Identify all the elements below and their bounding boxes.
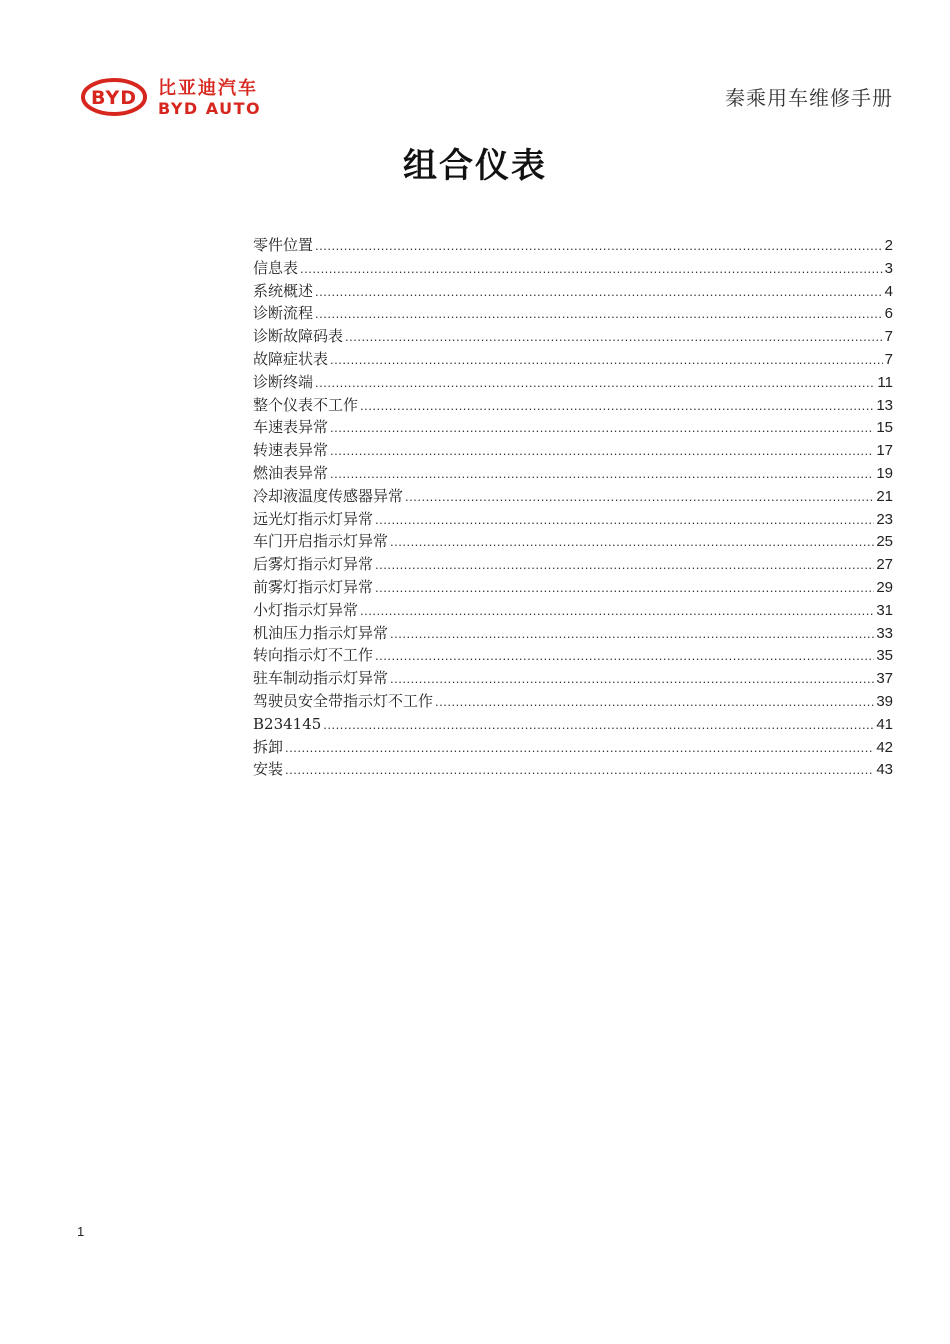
toc-entry-label: 小灯指示灯异常 [253,600,359,619]
toc-entry-label: 远光灯指示灯异常 [253,509,374,528]
toc-entry[interactable] [253,394,893,417]
toc-entry-page-number: 42 [876,738,893,756]
toc-entry[interactable] [253,234,893,257]
toc-leader-dots [315,235,883,257]
toc-entry-label: 后雾灯指示灯异常 [253,555,374,574]
toc-entry[interactable] [253,713,893,736]
logo-english-text: BYD AUTO [158,99,262,118]
toc-entry-page-number: 33 [876,624,893,642]
toc-leader-dots [375,645,874,667]
toc-entry[interactable] [253,371,893,394]
manual-title: 秦乘用车维修手册 [725,86,893,110]
toc-entry-page-number: 41 [876,715,893,733]
toc-leader-dots [375,577,874,599]
toc-entry[interactable] [253,667,893,690]
toc-entry-label: 拆卸 [253,737,284,756]
toc-entry-page-number: 23 [876,510,893,528]
toc-entry-label: 燃油表异常 [253,463,329,482]
toc-entry-page-number: 3 [884,259,893,277]
toc-entry[interactable] [253,439,893,462]
toc-entry-page-number: 7 [884,350,893,368]
toc-leader-dots [330,349,883,371]
toc-entry-label: 驾驶员安全带指示灯不工作 [253,691,434,710]
toc-entry-page-number: 2 [884,237,893,254]
toc-entry-label: B234145 [253,714,322,733]
toc-entry-page-number: 21 [876,487,893,505]
toc-entry-label: 诊断故障码表 [253,327,344,346]
toc-entry[interactable] [253,325,893,348]
toc-entry-label: 安装 [253,760,284,779]
logo-chinese-text: 比亚迪汽车 [158,78,258,99]
toc-entry-page-number: 31 [876,601,893,619]
toc-leader-dots [375,509,874,531]
toc-leader-dots [315,303,883,325]
toc-entry-page-number: 13 [876,396,893,414]
toc-entry-label: 冷却液温度传感器异常 [253,486,404,505]
toc-entry[interactable] [253,576,893,599]
toc-entry-label: 诊断流程 [253,304,314,323]
toc-entry-page-number: 29 [876,578,893,596]
toc-entry-label: 转速表异常 [253,441,329,460]
toc-entry-label: 前雾灯指示灯异常 [253,577,374,596]
toc-leader-dots [285,737,874,759]
toc-entry-page-number: 19 [876,464,893,482]
toc-entry-label: 系统概述 [253,281,314,300]
toc-entry[interactable] [253,736,893,759]
toc-entry-label: 信息表 [253,258,299,277]
toc-leader-dots [323,714,874,736]
toc-entry[interactable] [253,280,893,303]
toc-entry[interactable] [253,485,893,508]
toc-entry-label: 机油压力指示灯异常 [253,623,389,642]
toc-entry-page-number: 17 [876,442,893,460]
toc-leader-dots [330,463,874,485]
toc-leader-dots [360,395,874,417]
toc-entry-label: 诊断终端 [253,372,314,391]
toc-entry-page-number: 15 [876,419,893,437]
byd-logo [80,74,270,120]
toc-leader-dots [390,623,874,645]
toc-entry-page-number: 6 [884,305,893,323]
toc-leader-dots [390,531,874,553]
toc-entry[interactable] [253,599,893,622]
toc-entry[interactable] [253,348,893,371]
toc-entry-label: 驻车制动指示灯异常 [253,669,389,688]
toc-entry-page-number: 43 [876,761,893,779]
toc-entry[interactable] [253,553,893,576]
toc-leader-dots [330,440,874,462]
toc-entry-page-number: 37 [876,670,893,688]
logo-badge-text: BYD [91,87,137,109]
toc-entry-page-number: 4 [884,282,893,300]
toc-entry-label: 故障症状表 [253,349,329,368]
toc-entry[interactable] [253,416,893,439]
toc-entry-page-number: 11 [877,373,893,391]
toc-entry[interactable] [253,257,893,280]
toc-entry-label: 零件位置 [253,236,314,254]
toc-entry[interactable] [253,302,893,325]
toc-entry[interactable] [253,644,893,667]
page-title: 组合仪表 [403,146,547,186]
toc-entry[interactable] [253,530,893,553]
toc-leader-dots [390,668,874,690]
toc-leader-dots [375,554,874,576]
toc-entry[interactable] [253,758,893,781]
toc-entry[interactable] [253,622,893,645]
toc-leader-dots [285,759,874,781]
toc-leader-dots [315,372,875,394]
toc-leader-dots [405,486,874,508]
toc-leader-dots [360,600,874,622]
table-of-contents [253,234,893,781]
toc-leader-dots [315,281,883,303]
toc-leader-dots [300,258,883,280]
footer-page-number: 1 [77,1224,85,1239]
toc-entry-page-number: 7 [884,328,893,346]
toc-leader-dots [435,691,874,713]
toc-entry[interactable] [253,508,893,531]
byd-logo-icon [80,74,270,120]
toc-entry-label: 车门开启指示灯异常 [253,532,389,551]
toc-entry[interactable] [253,462,893,485]
toc-leader-dots [330,417,874,439]
toc-entry-page-number: 27 [876,556,893,574]
toc-entry-label: 整个仪表不工作 [253,395,359,414]
toc-entry-label: 转向指示灯不工作 [253,646,374,665]
toc-entry-page-number: 25 [876,533,893,551]
toc-entry-page-number: 35 [876,647,893,665]
toc-entry-label: 车速表异常 [253,418,329,437]
toc-entry-page-number: 39 [876,692,893,710]
toc-leader-dots [345,326,883,348]
toc-entry[interactable] [253,690,893,713]
